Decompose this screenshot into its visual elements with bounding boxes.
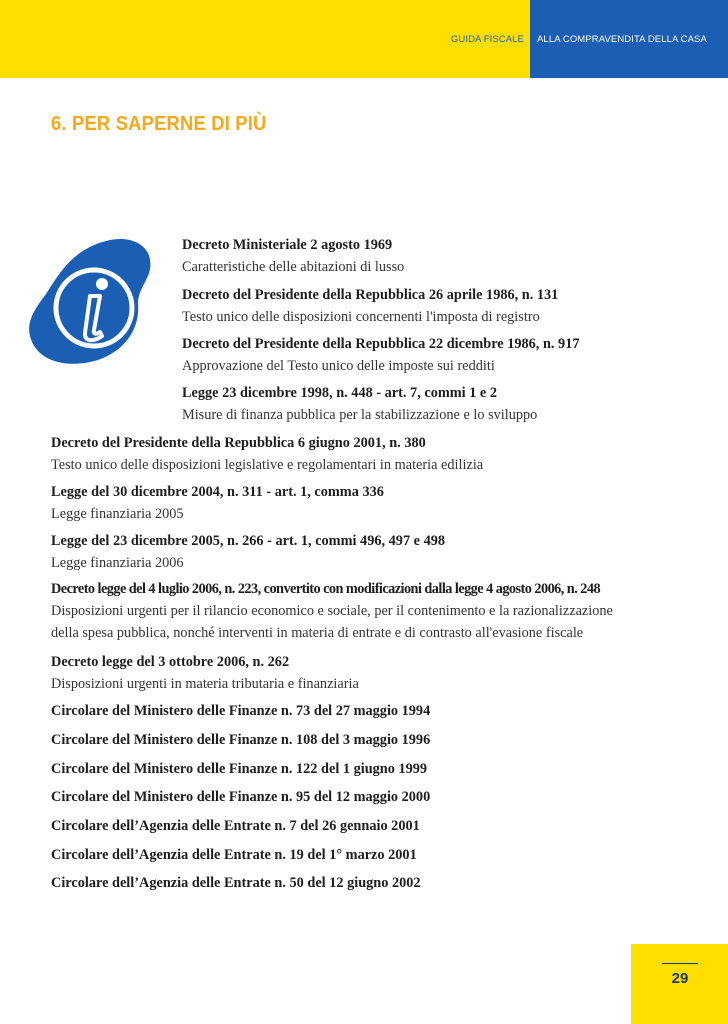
reference-title: Decreto legge del 4 luglio 2006, n. 223, convertito con modificazioni dalla legge 4 agosto 2006, n. 248 [51,581,601,597]
reference-item [51,786,430,808]
reference-item [182,333,580,377]
reference-item [51,758,427,780]
page-number-rule [662,963,698,964]
reference-title: Circolare dell’Agenzia delle Entrate n. 50 del 12 giugno 2002 [51,875,421,891]
reference-item [51,578,613,644]
reference-title: Legge del 23 dicembre 2005, n. 266 - art. 1, commi 496, 497 e 498 [51,533,446,549]
reference-description: Legge finanziaria 2005 [51,506,184,522]
reference-item [182,284,558,328]
header-guida-fiscale: GUIDA FISCALE [450,34,524,45]
reference-description: Disposizioni urgenti per il rilancio economico e sociale, per il contenimento e la razionalizzazione [51,603,613,619]
reference-item [51,481,384,525]
reference-item [51,844,417,866]
header-guide-subtitle: ALLA COMPRAVENDITA DELLA CASA [537,34,707,45]
reference-title: Circolare del Ministero delle Finanze n. 73 del 27 maggio 1994 [51,703,431,719]
reference-title: Circolare dell’Agenzia delle Entrate n. 19 del 1° marzo 2001 [51,847,417,863]
reference-item [51,432,483,476]
reference-item [51,872,421,894]
reference-description: Testo unico delle disposizioni concernenti l'imposta di registro [182,309,540,325]
reference-description: Disposizioni urgenti in materia tributaria e finanziaria [51,676,359,692]
reference-description: Misure di finanza pubblica per la stabilizzazione e lo sviluppo [182,407,538,423]
page-number: 29 [671,970,689,987]
reference-item [51,530,445,574]
reference-title: Circolare del Ministero delle Finanze n. 108 del 3 maggio 1996 [51,732,431,748]
reference-item [182,382,537,426]
reference-description: Approvazione del Testo unico delle imposte sui redditi [182,358,495,374]
reference-description: Legge finanziaria 2006 [51,555,184,571]
reference-title: Decreto del Presidente della Repubblica 22 dicembre 1986, n. 917 [182,336,580,352]
reference-description: Testo unico delle disposizioni legislative e regolamentari in materia edilizia [51,457,484,473]
reference-item [51,729,430,751]
info-icon [22,230,162,370]
reference-title: Decreto Ministeriale 2 agosto 1969 [182,237,393,253]
reference-title: Circolare del Ministero delle Finanze n. 95 del 12 maggio 2000 [51,789,431,805]
section-title: 6. PER SAPERNE DI PIÙ [51,113,267,135]
reference-description: Caratteristiche delle abitazioni di lusso [182,259,405,275]
reference-description-continued: della spesa pubblica, nonché interventi in materia di entrate e di contrasto all'evasione fiscale [51,625,584,641]
reference-item [51,815,420,837]
reference-item [51,651,359,695]
reference-item [182,234,404,278]
reference-title: Circolare del Ministero delle Finanze n. 122 del 1 giugno 1999 [51,761,428,777]
reference-title: Decreto del Presidente della Repubblica 6 giugno 2001, n. 380 [51,435,426,451]
reference-title: Legge del 30 dicembre 2004, n. 311 - art. 1, comma 336 [51,484,384,500]
reference-title: Legge 23 dicembre 1998, n. 448 - art. 7, commi 1 e 2 [182,385,497,401]
reference-title: Decreto legge del 3 ottobre 2006, n. 262 [51,654,290,670]
reference-title: Circolare dell’Agenzia delle Entrate n. 7 del 26 gennaio 2001 [51,818,420,834]
reference-item [51,700,430,722]
reference-title: Decreto del Presidente della Repubblica 26 aprile 1986, n. 131 [182,287,559,303]
